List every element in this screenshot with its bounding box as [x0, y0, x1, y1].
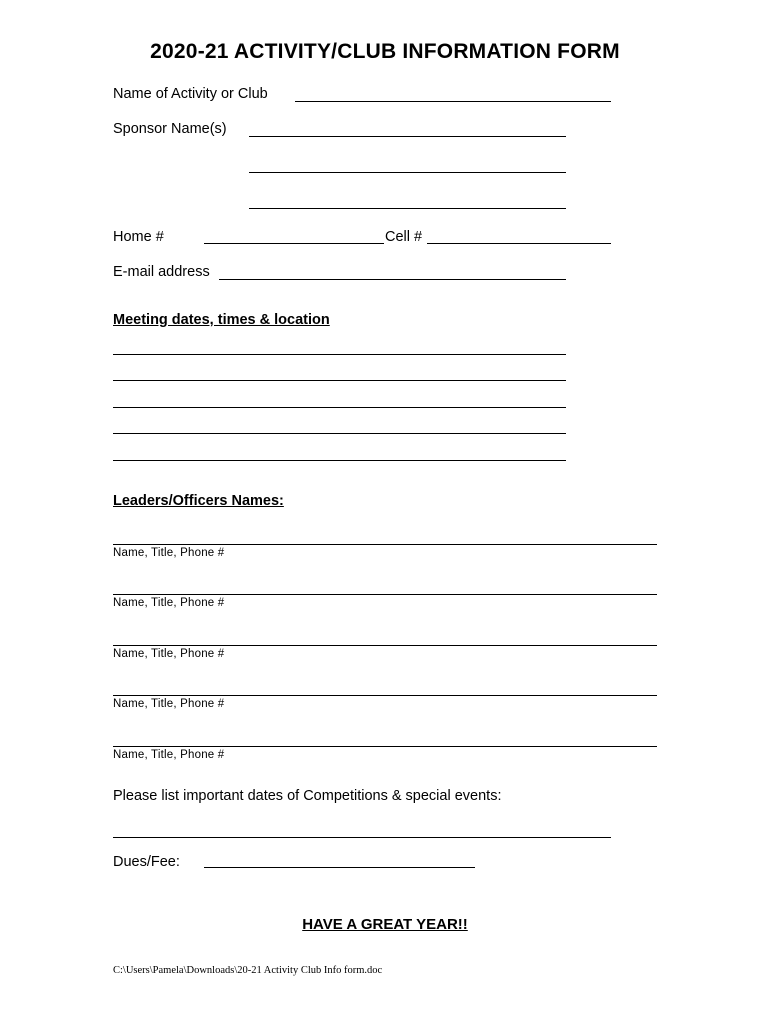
competitions-label: Please list important dates of Competitions & special events:	[113, 788, 502, 804]
competitions-line[interactable]	[113, 837, 611, 838]
leader-line-3[interactable]	[113, 645, 657, 646]
dues-line[interactable]	[204, 867, 475, 868]
meeting-line-3[interactable]	[113, 407, 566, 408]
leader-caption-3: Name, Title, Phone #	[113, 648, 225, 660]
leader-line-2[interactable]	[113, 594, 657, 595]
leaders-heading: Leaders/Officers Names:	[113, 493, 284, 509]
meeting-line-1[interactable]	[113, 354, 566, 355]
closing-message: HAVE A GREAT YEAR!!	[302, 916, 468, 933]
leader-caption-5: Name, Title, Phone #	[113, 749, 225, 761]
sponsor-name-label: Sponsor Name(s)	[113, 121, 227, 137]
leader-line-4[interactable]	[113, 695, 657, 696]
leader-caption-1: Name, Title, Phone #	[113, 547, 225, 559]
dues-label: Dues/Fee:	[113, 854, 180, 870]
leader-line-5[interactable]	[113, 746, 657, 747]
email-label: E-mail address	[113, 264, 210, 280]
meeting-heading: Meeting dates, times & location	[113, 312, 330, 328]
email-line[interactable]	[219, 279, 566, 280]
sponsor-name-line-2[interactable]	[249, 172, 566, 173]
home-phone-label: Home #	[113, 229, 164, 245]
file-path-footer: C:\Users\Pamela\Downloads\20-21 Activity Club Info form.doc	[113, 965, 383, 976]
meeting-line-4[interactable]	[113, 433, 566, 434]
sponsor-name-line-3[interactable]	[249, 208, 566, 209]
meeting-line-2[interactable]	[113, 380, 566, 381]
cell-phone-label: Cell #	[385, 229, 423, 245]
leader-caption-4: Name, Title, Phone #	[113, 698, 225, 710]
activity-name-line[interactable]	[295, 101, 611, 102]
sponsor-name-line-1[interactable]	[249, 136, 566, 137]
form-title: 2020-21 ACTIVITY/CLUB INFORMATION FORM	[150, 40, 620, 63]
leader-line-1[interactable]	[113, 544, 657, 545]
activity-name-label: Name of Activity or Club	[113, 86, 268, 102]
meeting-line-5[interactable]	[113, 460, 566, 461]
leader-caption-2: Name, Title, Phone #	[113, 597, 225, 609]
cell-phone-line[interactable]	[427, 243, 611, 244]
home-phone-line[interactable]	[204, 243, 384, 244]
